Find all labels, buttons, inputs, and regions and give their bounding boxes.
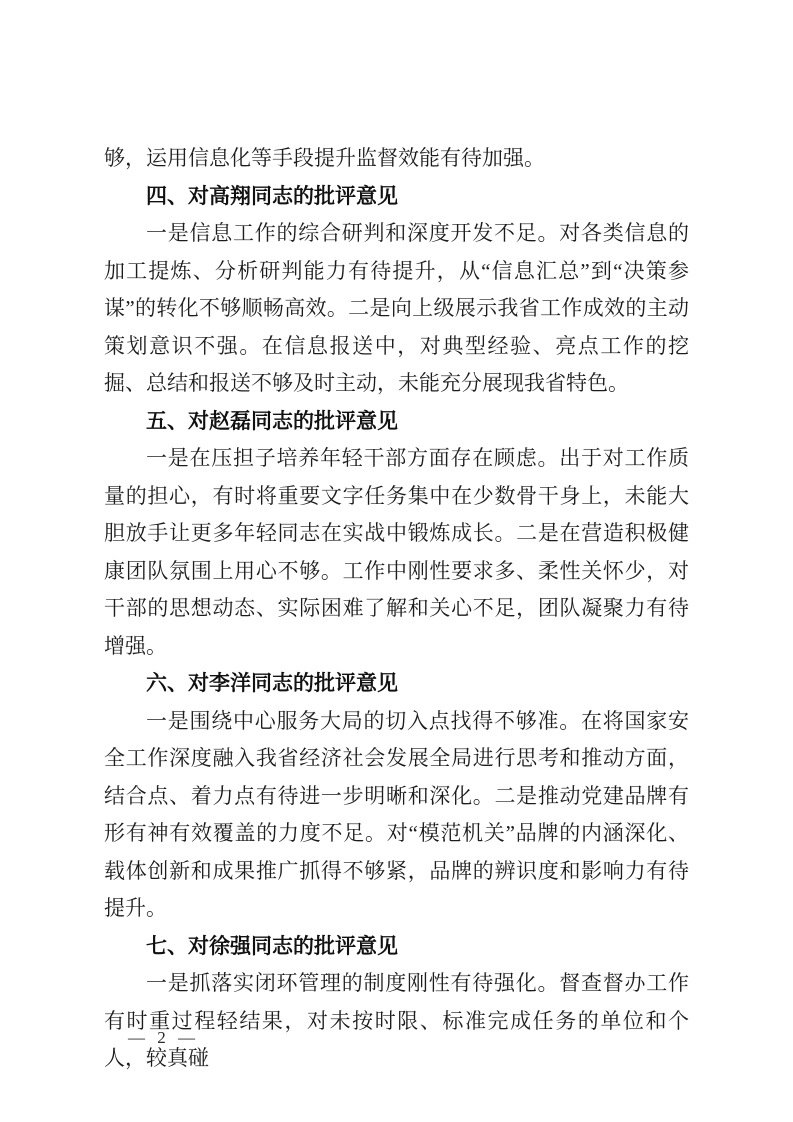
section-heading-4-gaoxiang: 四、对高翔同志的批评意见 <box>146 184 398 208</box>
section-paragraph-6-liyang: 一是围绕中心服务大局的切入点找得不够准。在将国家安全工作深度融入我省经济社会发展全局进行思考和推动方面，结合点、着力点有待进一步明晰和深化。二是推动党建品牌有形有神有效覆盖的力度不足。对“模范机关”品牌的内涵深化、载体创新和成果推广抓得不够紧，品牌的辨识度和影响力有待提升。 <box>104 708 689 920</box>
paragraph-continuation: 够，运用信息化等手段提升监督效能有待加强。 <box>104 146 545 170</box>
section-heading-7-xuqiang: 七、对徐强同志的批评意见 <box>146 934 398 958</box>
section-paragraph-7-xuqiang: 一是抓落实闭环管理的制度刚性有待强化。督查督办工作有时重过程轻结果，对未按时限、标准完成任务的单位和个人，较真碰 <box>104 971 689 1070</box>
section-paragraph-5-zhaolei: 一是在压担子培养年轻干部方面存在顾虑。出于对工作质量的担心，有时将重要文字任务集中在少数骨干身上，未能大胆放手让更多年轻同志在实战中锻炼成长。二是在营造积极健康团队氛围上用心不够。工作中刚性要求多、柔性关怀少，对干部的思想动态、实际困难了解和关心不足，团队凝聚力有待增强。 <box>104 446 689 658</box>
section-heading-5-zhaolei: 五、对赵磊同志的批评意见 <box>146 409 398 433</box>
page-number: — 2 — <box>128 1028 199 1047</box>
section-paragraph-4-gaoxiang: 一是信息工作的综合研判和深度开发不足。对各类信息的加工提炼、分析研判能力有待提升，从“信息汇总”到“决策参谋”的转化不够顺畅高效。二是向上级展示我省工作成效的主动策划意识不强。在信息报送中，对典型经验、亮点工作的挖掘、总结和报送不够及时主动，未能充分展现我省特色。 <box>104 221 689 395</box>
document-body <box>104 140 689 1078</box>
section-heading-6-liyang: 六、对李洋同志的批评意见 <box>146 672 398 695</box>
